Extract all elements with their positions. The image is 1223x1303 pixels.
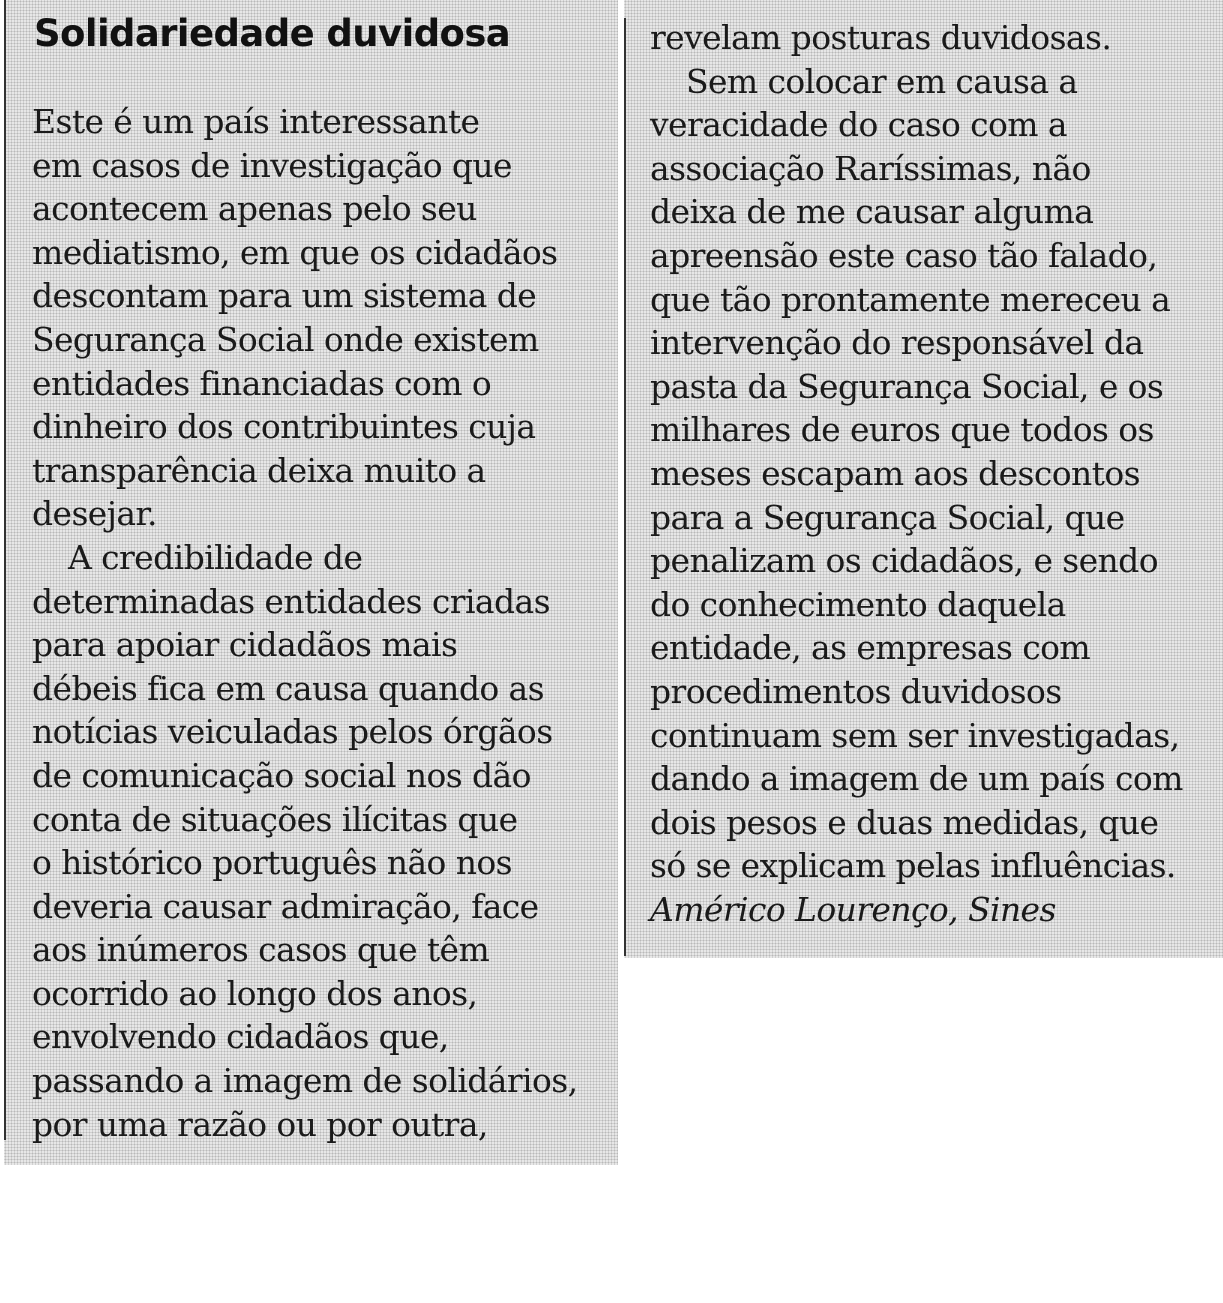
article-headline: Solidariedade duvidosa — [34, 12, 511, 55]
text-line: dois pesos e duas medidas, que — [650, 802, 1159, 842]
text-line: descontam para um sistema de — [32, 276, 537, 316]
author-signature: Américo Lourenço, Sines — [650, 889, 1056, 929]
text-line: revelam posturas duvidosas. — [650, 18, 1112, 57]
text-line: determinadas entidades criadas — [32, 581, 550, 621]
left-border-rule — [4, 0, 6, 1140]
text-line: entidade, as empresas com — [650, 628, 1091, 668]
text-line: ocorrido ao longo dos anos, — [32, 973, 478, 1013]
text-line: veracidade do caso com a — [650, 105, 1067, 145]
right-column-lines — [650, 16, 1183, 931]
text-line: por uma razão ou por outra, — [32, 1104, 488, 1144]
text-line: penalizam os cidadãos, e sendo — [650, 541, 1158, 581]
text-line: deixa de me causar alguma — [650, 192, 1094, 232]
text-line: entidades financiadas com o — [32, 363, 492, 403]
text-line: que tão prontamente mereceu a — [650, 279, 1171, 319]
text-line: meses escapam aos descontos — [650, 453, 1140, 493]
text-line: deveria causar admiração, face — [32, 886, 539, 926]
text-line: dando a imagem de um país com — [650, 759, 1183, 799]
text-line: só se explicam pelas influências. — [650, 846, 1176, 886]
text-line: associação Raríssimas, não — [650, 148, 1091, 188]
text-line: desejar. — [32, 494, 157, 534]
text-line: o histórico português não nos — [32, 843, 512, 883]
text-line: procedimentos duvidosos — [650, 671, 1062, 711]
text-line: acontecem apenas pelo seu — [32, 189, 477, 229]
text-line: em casos de investigação que — [32, 145, 512, 185]
column-divider-rule — [624, 18, 626, 956]
text-line: conta de situações ilícitas que — [32, 799, 518, 839]
text-line: Sem colocar em causa a — [686, 61, 1078, 101]
text-line: pasta da Segurança Social, e os — [650, 366, 1164, 406]
text-line: do conhecimento daquela — [650, 584, 1066, 624]
text-line: envolvendo cidadãos que, — [32, 1017, 449, 1057]
text-line: aos inúmeros casos que têm — [32, 930, 490, 970]
text-line: intervenção do responsável da — [650, 323, 1144, 363]
text-line: A credibilidade de — [68, 537, 363, 577]
text-line: para apoiar cidadãos mais — [32, 625, 458, 665]
text-line: débeis fica em causa quando as — [32, 668, 544, 708]
left-column-lines — [32, 100, 577, 1146]
text-line: dinheiro dos contribuintes cuja — [32, 407, 536, 447]
text-line: para a Segurança Social, que — [650, 497, 1125, 537]
text-line: Este é um país interessante — [32, 102, 480, 141]
text-line: apreensão este caso tão falado, — [650, 235, 1158, 275]
text-line: de comunicação social nos dão — [32, 755, 531, 795]
text-line: transparência deixa muito a — [32, 450, 486, 490]
text-line: continuam sem ser investigadas, — [650, 715, 1180, 755]
text-line: milhares de euros que todos os — [650, 410, 1154, 450]
text-line: mediatismo, em que os cidadãos — [32, 232, 558, 272]
text-line: notícias veiculadas pelos órgãos — [32, 712, 553, 752]
text-line: Segurança Social onde existem — [32, 319, 539, 359]
text-line: passando a imagem de solidários, — [32, 1061, 578, 1101]
